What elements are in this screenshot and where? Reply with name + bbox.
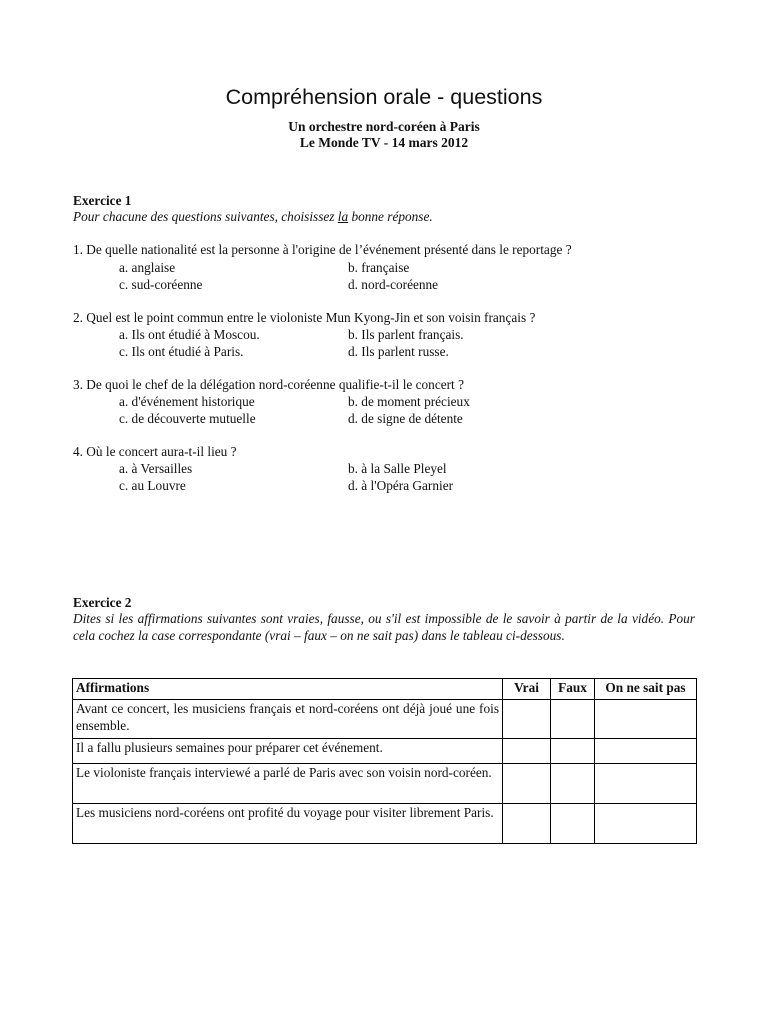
subtitle-source: Le Monde TV - 14 mars 2012 xyxy=(299,135,469,150)
question-1: 1. De quelle nationalité est la personne à l'origine de l’événement présenté dans le reportage ? xyxy=(73,242,572,257)
table-row xyxy=(73,700,697,739)
question-1-option-a[interactable]: a. anglaise xyxy=(119,260,176,275)
question-4-option-b[interactable]: b. à la Salle Pleyel xyxy=(348,461,447,476)
vrai-checkbox-cell[interactable] xyxy=(503,804,551,844)
vrai-checkbox-cell[interactable] xyxy=(503,764,551,804)
exercise1-instruction xyxy=(73,208,433,225)
question-2: 2. Quel est le point commun entre le violoniste Mun Kyong-Jin et son voisin français ? xyxy=(73,310,536,325)
question-4-option-d[interactable]: d. à l'Opéra Garnier xyxy=(348,478,454,493)
question-2-option-c[interactable]: c. Ils ont étudié à Paris. xyxy=(119,344,244,359)
unknown-checkbox-cell[interactable] xyxy=(595,804,697,844)
table-row xyxy=(73,804,697,844)
header-vrai: Vrai xyxy=(503,679,551,700)
instruction-underlined-word: la xyxy=(337,209,349,224)
unknown-checkbox-cell[interactable] xyxy=(595,764,697,804)
table-row xyxy=(73,764,697,804)
faux-checkbox-cell[interactable] xyxy=(551,764,595,804)
instruction-text-start: Pour chacune des questions suivantes, choisissez xyxy=(73,209,338,224)
faux-checkbox-cell[interactable] xyxy=(551,804,595,844)
question-3-option-c[interactable]: c. de découverte mutuelle xyxy=(119,411,256,426)
instruction-text-end: bonne réponse. xyxy=(348,209,433,224)
question-3: 3. De quoi le chef de la délégation nord-coréenne qualifie-t-il le concert ? xyxy=(73,377,464,392)
question-3-option-a[interactable]: a. d'événement historique xyxy=(119,394,255,409)
statement-cell: Les musiciens nord-coréens ont profité du voyage pour visiter librement Paris. xyxy=(73,804,503,844)
statement-cell: Le violoniste français interviewé a parlé de Paris avec son voisin nord-coréen. xyxy=(73,764,503,804)
question-4: 4. Où le concert aura-t-il lieu ? xyxy=(73,444,237,459)
exercise2-instruction: Dites si les affirmations suivantes sont vraies, fausse, ou s'il est impossible de le savoir à partir de la vidéo. Pour cela cochez la case correspondante (vrai – faux – on ne sait pas) dans le tableau ci-dessous. xyxy=(73,611,695,643)
header-faux: Faux xyxy=(551,679,595,700)
table-header-row xyxy=(73,679,697,700)
faux-checkbox-cell[interactable] xyxy=(551,739,595,764)
statements-table xyxy=(72,678,697,844)
exercise2-heading: Exercice 2 xyxy=(73,595,132,610)
statement-cell: Il a fallu plusieurs semaines pour préparer cet événement. xyxy=(73,739,503,764)
vrai-checkbox-cell[interactable] xyxy=(503,739,551,764)
question-1-option-d[interactable]: d. nord-coréenne xyxy=(348,277,439,292)
question-1-option-b[interactable]: b. française xyxy=(348,260,410,275)
question-2-option-d[interactable]: d. Ils parlent russe. xyxy=(348,344,449,359)
question-4-option-a[interactable]: a. à Versailles xyxy=(119,461,193,476)
header-on-ne-sait-pas: On ne sait pas xyxy=(595,679,697,700)
question-1-option-c[interactable]: c. sud-coréenne xyxy=(119,277,203,292)
question-2-option-b[interactable]: b. Ils parlent français. xyxy=(348,327,464,342)
unknown-checkbox-cell[interactable] xyxy=(595,739,697,764)
question-3-option-b[interactable]: b. de moment précieux xyxy=(348,394,470,409)
subtitle-article: Un orchestre nord-coréen à Paris xyxy=(288,119,480,134)
header-affirmations: Affirmations xyxy=(73,679,503,700)
exercise1-heading: Exercice 1 xyxy=(73,193,132,208)
faux-checkbox-cell[interactable] xyxy=(551,700,595,739)
table-row xyxy=(73,739,697,764)
page-title: Compréhension orale - questions xyxy=(225,85,543,109)
question-2-option-a[interactable]: a. Ils ont étudié à Moscou. xyxy=(119,327,260,342)
question-4-option-c[interactable]: c. au Louvre xyxy=(119,478,186,493)
unknown-checkbox-cell[interactable] xyxy=(595,700,697,739)
question-3-option-d[interactable]: d. de signe de détente xyxy=(348,411,463,426)
statement-cell: Avant ce concert, les musiciens français et nord-coréens ont déjà joué une fois ensemble. xyxy=(73,700,503,739)
vrai-checkbox-cell[interactable] xyxy=(503,700,551,739)
